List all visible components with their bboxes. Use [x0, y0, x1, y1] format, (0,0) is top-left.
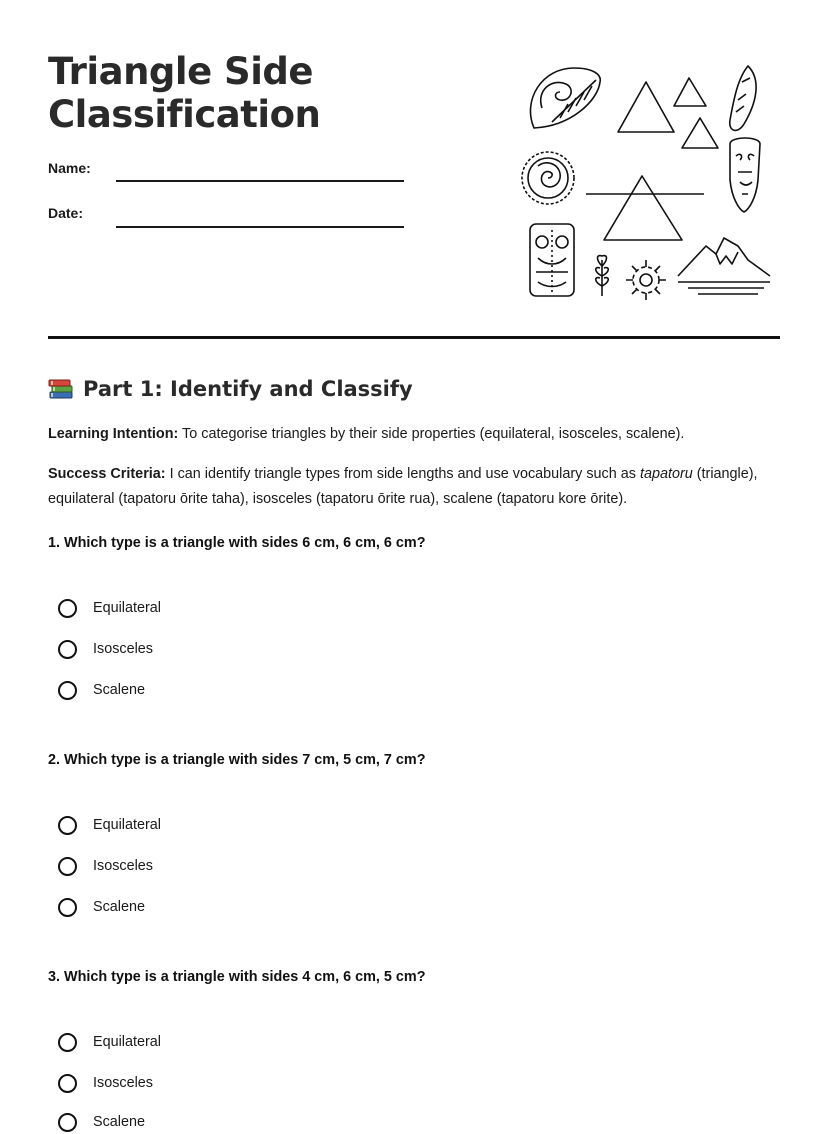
flower-motif-icon	[626, 260, 666, 300]
radio-button[interactable]	[58, 599, 77, 618]
option-label: Equilateral	[93, 817, 161, 833]
radio-button[interactable]	[58, 1113, 77, 1132]
success-criteria-label: Success Criteria:	[48, 466, 166, 482]
success-criteria-text-b: (triangle), equilateral (tapatoru ōrite taha), isosceles (tapatoru ōrite rua), scalene (tapatoru kore ōrite).	[48, 466, 758, 507]
radio-button[interactable]	[58, 1074, 77, 1093]
title-line-2: Classification	[48, 93, 321, 136]
q2-option-equilateral[interactable]	[58, 813, 161, 837]
date-field[interactable]	[116, 226, 404, 228]
question-1: 1. Which type is a triangle with sides 6 cm, 6 cm, 6 cm?	[48, 535, 426, 551]
name-label: Name:	[48, 160, 91, 176]
part-1-heading	[48, 374, 413, 404]
pounamu-icon	[730, 66, 756, 130]
tiki-mask-icon	[730, 138, 760, 212]
radio-button[interactable]	[58, 681, 77, 700]
radio-button[interactable]	[58, 898, 77, 917]
option-label: Isosceles	[93, 641, 153, 657]
question-3: 3. Which type is a triangle with sides 4 cm, 6 cm, 5 cm?	[48, 969, 426, 985]
option-label: Equilateral	[93, 1034, 161, 1050]
carved-panel-icon	[530, 224, 574, 296]
title-line-1: Triangle Side	[48, 50, 313, 93]
radio-button[interactable]	[58, 816, 77, 835]
q2-option-scalene[interactable]	[58, 895, 145, 919]
triangles-group-icon	[618, 78, 718, 148]
option-label: Isosceles	[93, 858, 153, 874]
name-field[interactable]	[116, 180, 404, 182]
radio-button[interactable]	[58, 640, 77, 659]
option-label: Scalene	[93, 682, 146, 698]
books-icon	[48, 376, 74, 400]
q1-option-equilateral[interactable]	[58, 596, 161, 620]
success-criteria-text-a: I can identify triangle types from side lengths and use vocabulary such as	[165, 466, 640, 482]
option-label: Isosceles	[93, 1075, 153, 1091]
question-2: 2. Which type is a triangle with sides 7 cm, 5 cm, 7 cm?	[48, 752, 426, 768]
option-label: Equilateral	[93, 600, 161, 616]
part-1-heading-text: Part 1: Identify and Classify	[83, 377, 413, 401]
mountain-icon	[678, 238, 770, 294]
central-triangle-icon	[586, 176, 704, 240]
q2-option-isosceles[interactable]	[58, 854, 153, 878]
header-illustration	[512, 60, 780, 308]
q3-option-isosceles[interactable]	[58, 1071, 153, 1095]
learning-intention	[48, 422, 788, 447]
success-criteria	[48, 462, 788, 512]
q3-option-scalene[interactable]	[58, 1110, 145, 1134]
fern-icon	[596, 256, 609, 296]
option-label: Scalene	[93, 899, 146, 915]
q1-option-isosceles[interactable]	[58, 637, 153, 661]
date-label: Date:	[48, 205, 84, 221]
koru-leaf-icon	[530, 68, 600, 128]
success-criteria-term: tapatoru	[639, 466, 693, 482]
q1-option-scalene[interactable]	[58, 678, 145, 702]
radio-button[interactable]	[58, 857, 77, 876]
worksheet-title	[48, 50, 320, 136]
radio-button[interactable]	[58, 1033, 77, 1052]
learning-intention-label: Learning Intention:	[48, 426, 179, 442]
section-divider	[48, 336, 780, 339]
q3-option-equilateral[interactable]	[58, 1030, 161, 1054]
option-label: Scalene	[93, 1114, 146, 1130]
spiral-disc-icon	[522, 152, 574, 204]
learning-intention-text: To categorise triangles by their side properties (equilateral, isosceles, scalene).	[178, 426, 685, 442]
